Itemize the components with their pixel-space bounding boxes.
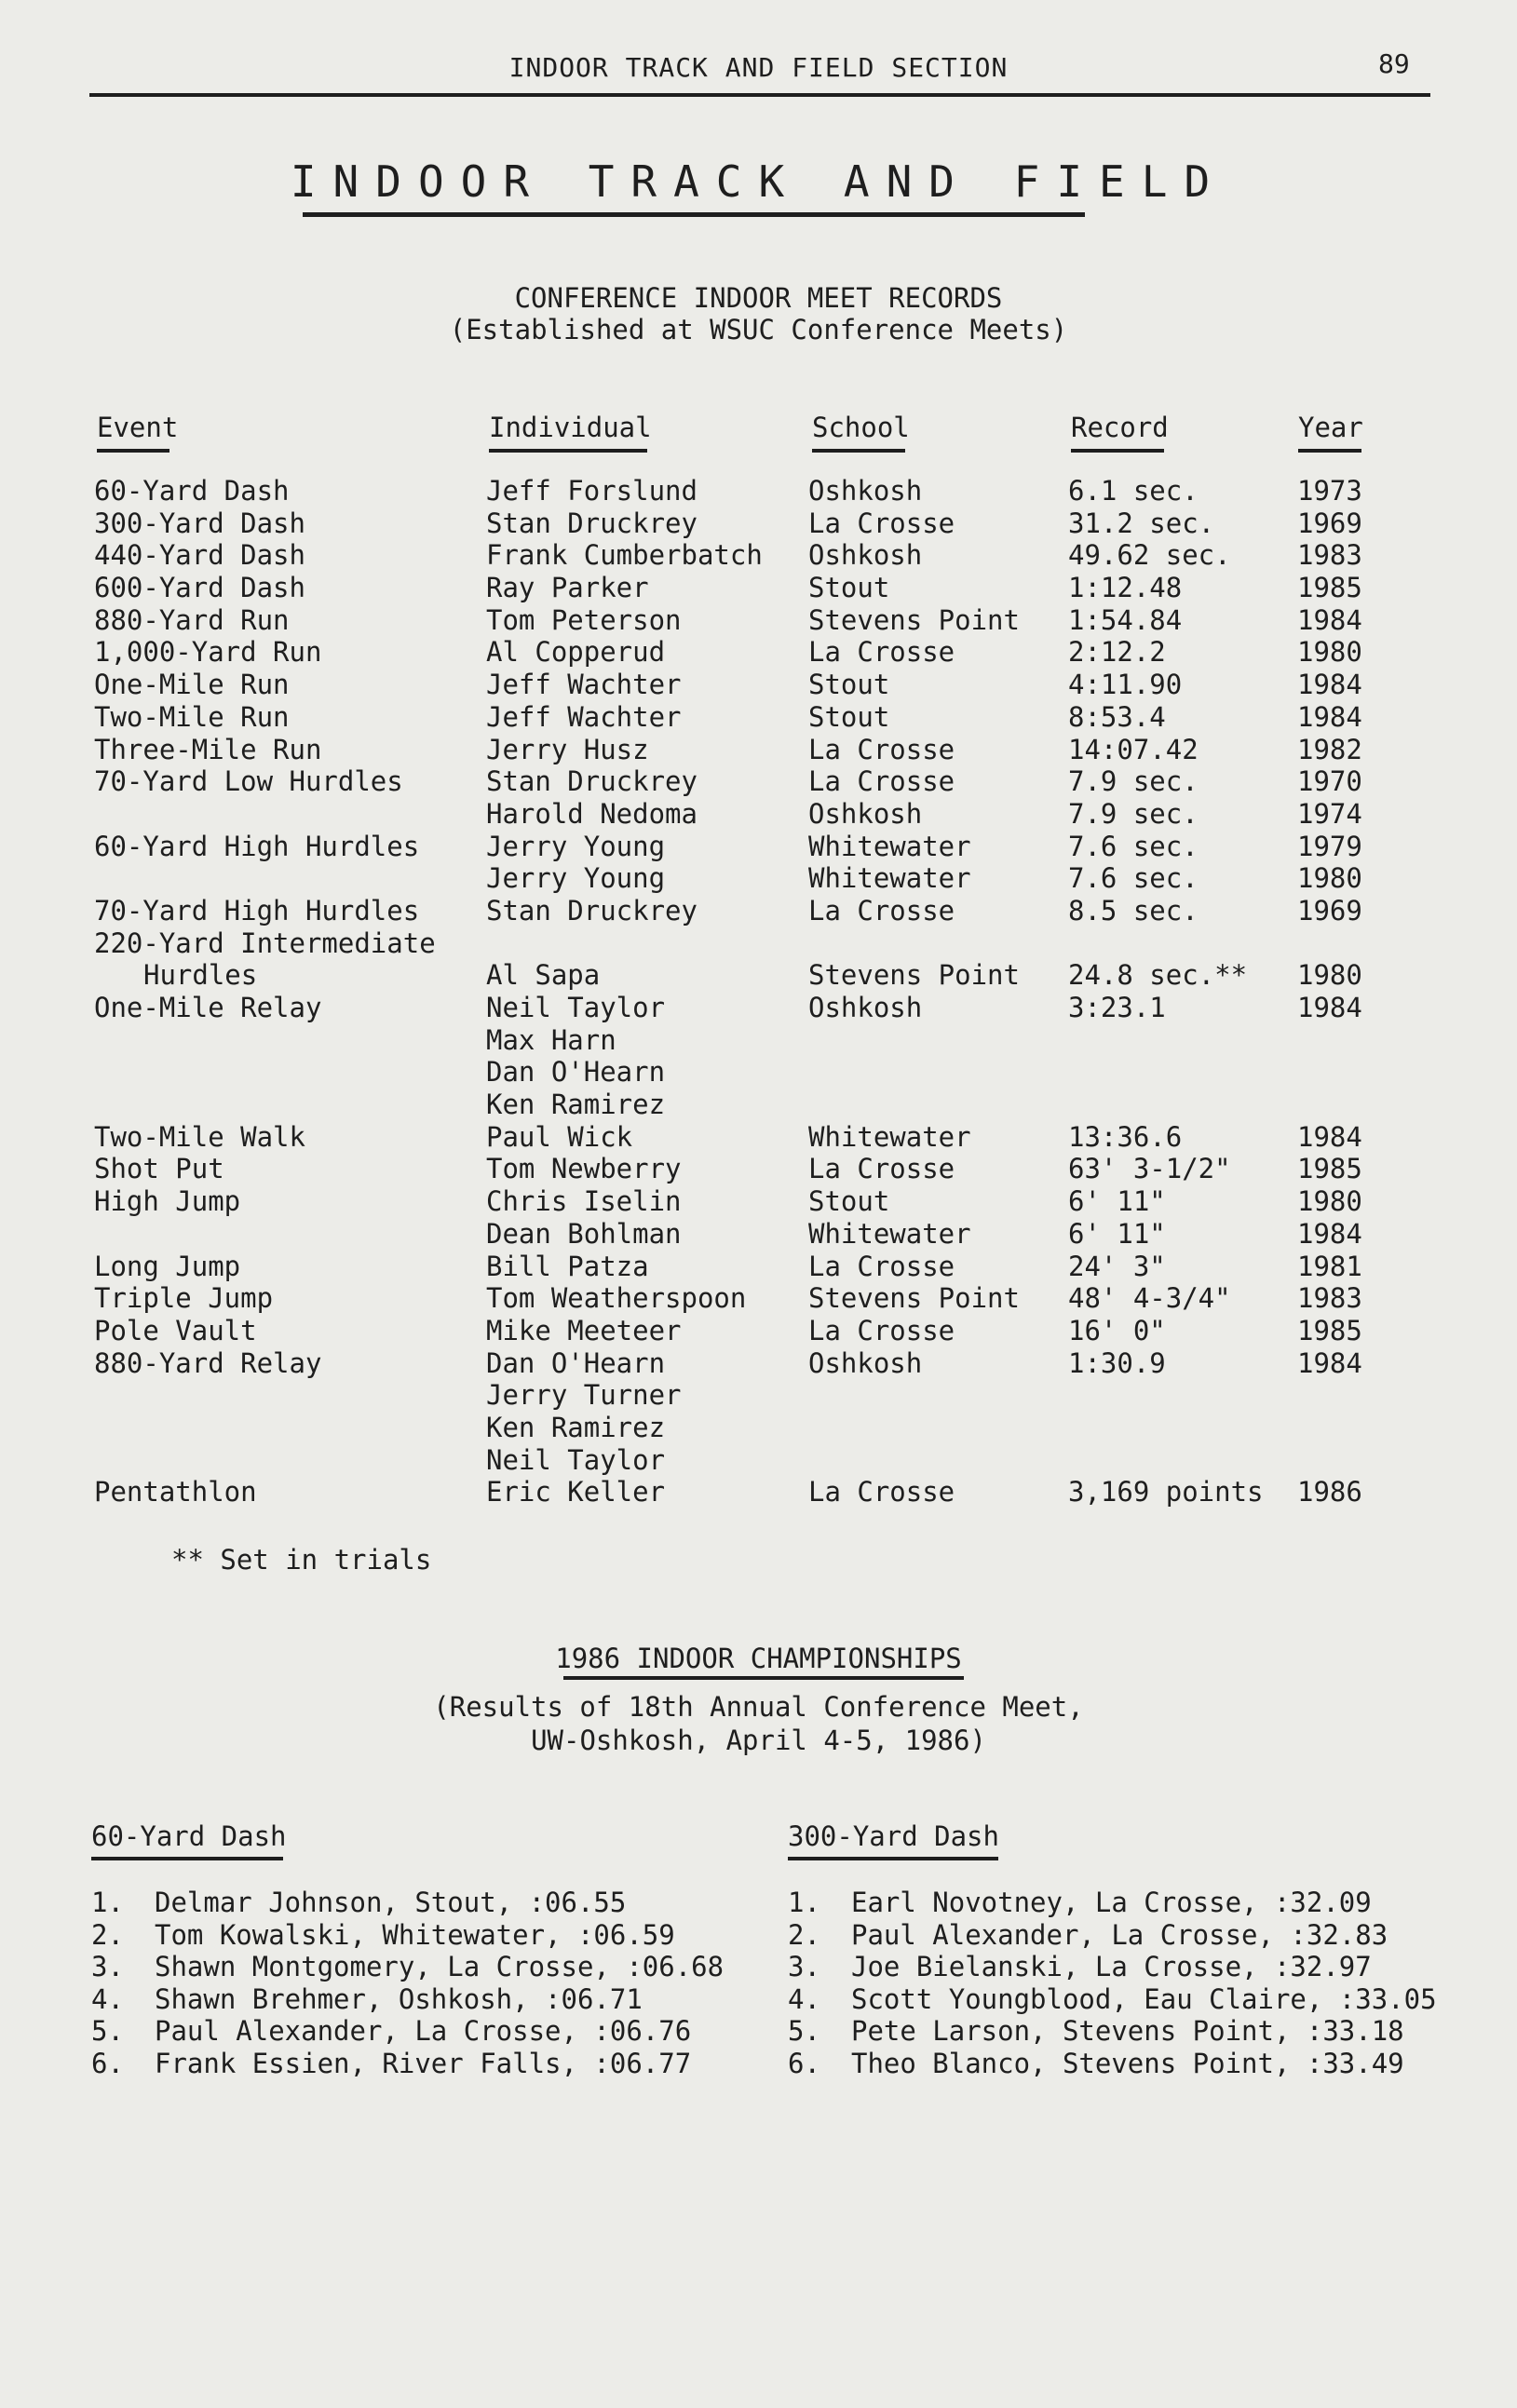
record-row (0, 927, 1517, 960)
result-place: 2. (788, 1918, 820, 1951)
result-place: 6. (91, 2047, 124, 2079)
record-school: Stout (808, 1185, 890, 1218)
record-event: 70-Yard High Hurdles (94, 894, 420, 927)
result-place: 5. (788, 2015, 820, 2047)
record-year: 1984 (1297, 992, 1362, 1023)
result-place: 4. (91, 1982, 124, 2015)
record-individual: Stan Druckrey (486, 765, 698, 798)
record-row (0, 798, 1517, 831)
record-school: Whitewater (808, 1217, 971, 1250)
event-heading-300-yard-dash: 300-Yard Dash (788, 1820, 999, 1852)
result-text: Earl Novotney, La Crosse, :32.09 (851, 1887, 1372, 1918)
record-individual: Jerry Husz (486, 733, 649, 765)
record-individual: Al Copperud (486, 636, 666, 669)
col-header-event: Event (97, 412, 179, 443)
record-row (0, 669, 1517, 701)
result-place: 5. (91, 2015, 124, 2047)
record-value: 4:11.90 (1068, 669, 1183, 701)
record-individual: Jeff Forslund (486, 475, 698, 507)
result-place: 3. (91, 1951, 124, 1982)
record-school: La Crosse (808, 1250, 955, 1282)
record-row (0, 604, 1517, 637)
record-value: 1:12.48 (1068, 572, 1183, 604)
records-table (0, 475, 1517, 1508)
record-row (0, 507, 1517, 540)
record-value: 48' 4-3/4" (1068, 1282, 1231, 1315)
col-header-record: Record (1071, 412, 1169, 443)
record-event: One-Mile Relay (94, 992, 322, 1023)
record-event: Triple Jump (94, 1282, 274, 1315)
record-school: Oshkosh (808, 475, 923, 507)
record-value: 2:12.2 (1068, 636, 1166, 669)
record-value: 7.9 sec. (1068, 797, 1199, 830)
result-place: 4. (788, 1982, 820, 2015)
record-event: One-Mile Run (94, 669, 290, 701)
record-year: 1985 (1297, 1314, 1362, 1346)
record-value: 24' 3" (1068, 1250, 1166, 1282)
result-place: 6. (788, 2047, 820, 2079)
record-individual: Ray Parker (486, 572, 649, 604)
record-year: 1979 (1297, 830, 1362, 862)
record-value: 7.9 sec. (1068, 765, 1199, 798)
record-row (0, 831, 1517, 863)
record-school: Oshkosh (808, 1346, 923, 1379)
record-event: 300-Yard Dash (94, 507, 305, 539)
record-row (0, 1476, 1517, 1508)
record-value: 7.6 sec. (1068, 830, 1199, 862)
record-individual: Jerry Young (486, 862, 666, 895)
record-value: 6' 11" (1068, 1217, 1166, 1250)
col-header-rule (489, 449, 647, 453)
event-heading-rule (91, 1857, 283, 1860)
record-event: Pentathlon (94, 1476, 257, 1508)
record-value: 1:30.9 (1068, 1346, 1166, 1379)
record-year: 1980 (1297, 1185, 1362, 1218)
header-rule (89, 93, 1430, 97)
record-row (0, 895, 1517, 927)
col-header-rule (812, 449, 905, 453)
record-year: 1980 (1297, 862, 1362, 895)
record-year: 1984 (1297, 1346, 1362, 1379)
record-year: 1982 (1297, 733, 1362, 765)
record-row (0, 959, 1517, 992)
record-event: Hurdles (143, 959, 258, 992)
record-individual: Dean Bohlman (486, 1217, 682, 1250)
result-text: Joe Bielanski, La Crosse, :32.97 (851, 1951, 1372, 1982)
record-value: 49.62 sec. (1068, 539, 1231, 572)
record-event: High Jump (94, 1185, 241, 1218)
record-individual: Tom Newberry (486, 1153, 682, 1185)
record-year: 1983 (1297, 1282, 1362, 1315)
result-text: Paul Alexander, La Crosse, :06.76 (155, 2015, 692, 2047)
result-place: 1. (91, 1887, 124, 1918)
record-individual: Jerry Turner (486, 1379, 682, 1412)
record-year: 1984 (1297, 1217, 1362, 1250)
record-year: 1986 (1297, 1476, 1362, 1508)
record-year: 1970 (1297, 765, 1362, 798)
result-text: Pete Larson, Stevens Point, :33.18 (851, 2015, 1404, 2047)
col-header-individual: Individual (489, 412, 652, 443)
record-event: 60-Yard High Hurdles (94, 830, 420, 862)
record-school: Oshkosh (808, 992, 923, 1023)
record-row (0, 572, 1517, 604)
record-row (0, 734, 1517, 766)
record-individual: Neil Taylor (486, 992, 666, 1023)
record-value: 31.2 sec. (1068, 507, 1215, 539)
record-value: 1:54.84 (1068, 603, 1183, 636)
record-individual: Eric Keller (486, 1476, 666, 1508)
record-school: La Crosse (808, 894, 955, 927)
result-text: Theo Blanco, Stevens Point, :33.49 (851, 2047, 1404, 2079)
record-school: Whitewater (808, 1120, 971, 1153)
record-school: La Crosse (808, 1476, 955, 1508)
record-row (0, 701, 1517, 734)
records-heading: CONFERENCE INDOOR MEET RECORDS (514, 282, 1003, 314)
record-year: 1969 (1297, 507, 1362, 539)
record-row (0, 1153, 1517, 1185)
record-school: La Crosse (808, 636, 955, 669)
record-individual: Ken Ramirez (486, 1411, 666, 1443)
record-row (0, 1121, 1517, 1154)
championships-underline (563, 1676, 964, 1680)
event-heading-rule (788, 1857, 998, 1860)
section-header: INDOOR TRACK AND FIELD SECTION (508, 52, 1009, 83)
record-event: 440-Yard Dash (94, 539, 305, 572)
championships-heading: 1986 INDOOR CHAMPIONSHIPS (555, 1643, 962, 1674)
result-text: Shawn Brehmer, Oshkosh, :06.71 (155, 1982, 643, 2015)
record-event: Three-Mile Run (94, 733, 322, 765)
record-event: 1,000-Yard Run (94, 636, 322, 669)
record-individual: Mike Meeteer (486, 1314, 682, 1346)
record-individual: Tom Weatherspoon (486, 1282, 747, 1315)
record-year: 1980 (1297, 636, 1362, 669)
result-place: 1. (788, 1887, 820, 1918)
record-individual: Paul Wick (486, 1120, 633, 1153)
record-row (0, 1379, 1517, 1412)
result-place: 3. (788, 1951, 820, 1982)
record-event: Pole Vault (94, 1314, 257, 1346)
record-individual: Bill Patza (486, 1250, 649, 1282)
record-row (0, 1412, 1517, 1444)
record-value: 14:07.42 (1068, 733, 1199, 765)
record-row (0, 539, 1517, 572)
record-event: Long Jump (94, 1250, 241, 1282)
record-value: 13:36.6 (1068, 1120, 1183, 1153)
record-individual: Stan Druckrey (486, 894, 698, 927)
record-value: 8.5 sec. (1068, 894, 1199, 927)
record-year: 1981 (1297, 1250, 1362, 1282)
record-individual: Chris Iselin (486, 1185, 682, 1218)
title-underline (303, 212, 1085, 217)
record-school: La Crosse (808, 1153, 955, 1185)
record-school: Oshkosh (808, 797, 923, 830)
record-value: 3:23.1 (1068, 992, 1166, 1023)
result-text: Delmar Johnson, Stout, :06.55 (155, 1887, 627, 1918)
record-individual: Ken Ramirez (486, 1089, 666, 1121)
record-individual: Stan Druckrey (486, 507, 698, 539)
record-row (0, 1315, 1517, 1347)
record-event: Shot Put (94, 1153, 224, 1185)
result-place: 2. (91, 1918, 124, 1951)
record-year: 1984 (1297, 669, 1362, 701)
record-year: 1974 (1297, 797, 1362, 830)
championships-subheading: UW-Oshkosh, April 4-5, 1986) (531, 1725, 986, 1756)
record-row (0, 1024, 1517, 1057)
record-individual: Dan O'Hearn (486, 1346, 666, 1379)
col-header-rule (97, 449, 169, 453)
record-year: 1969 (1297, 894, 1362, 927)
record-year: 1984 (1297, 603, 1362, 636)
record-row (0, 1347, 1517, 1380)
record-row (0, 1282, 1517, 1315)
record-school: Whitewater (808, 862, 971, 895)
record-individual: Max Harn (486, 1023, 616, 1056)
result-text: Frank Essien, River Falls, :06.77 (155, 2047, 692, 2079)
record-row (0, 636, 1517, 669)
result-text: Scott Youngblood, Eau Claire, :33.05 (851, 1982, 1437, 2015)
record-value: 7.6 sec. (1068, 862, 1199, 895)
record-school: Stout (808, 669, 890, 701)
record-row (0, 862, 1517, 895)
record-value: 6' 11" (1068, 1185, 1166, 1218)
record-value: 6.1 sec. (1068, 475, 1199, 507)
col-header-rule (1071, 449, 1164, 453)
record-row (0, 475, 1517, 507)
col-header-school: School (812, 412, 910, 443)
record-row (0, 1251, 1517, 1283)
page-title: INDOOR TRACK AND FIELD (290, 156, 1227, 207)
result-text: Shawn Montgomery, La Crosse, :06.68 (155, 1951, 725, 1982)
record-individual: Al Sapa (486, 959, 601, 992)
record-row (0, 765, 1517, 798)
record-year: 1980 (1297, 959, 1362, 992)
record-individual: Harold Nedoma (486, 797, 698, 830)
record-row (0, 1444, 1517, 1477)
record-school: Whitewater (808, 830, 971, 862)
result-text: Paul Alexander, La Crosse, :32.83 (851, 1918, 1388, 1951)
record-row (0, 1089, 1517, 1121)
record-event: Two-Mile Run (94, 700, 290, 733)
record-year: 1983 (1297, 539, 1362, 572)
record-school: La Crosse (808, 507, 955, 539)
records-subheading: (Established at WSUC Conference Meets) (449, 314, 1068, 345)
record-event: 220-Yard Intermediate (94, 927, 436, 959)
record-year: 1984 (1297, 1120, 1362, 1153)
record-school: Stevens Point (808, 603, 1020, 636)
page-number: 89 (1378, 48, 1410, 79)
record-event: 880-Yard Relay (94, 1346, 322, 1379)
record-row (0, 1056, 1517, 1089)
record-individual: Jeff Wachter (486, 700, 682, 733)
col-header-rule (1298, 449, 1361, 453)
record-value: 16' 0" (1068, 1314, 1166, 1346)
col-header-year: Year (1298, 412, 1363, 443)
record-value: 24.8 sec.** (1068, 959, 1248, 992)
record-event: 60-Yard Dash (94, 475, 290, 507)
record-school: Stout (808, 572, 890, 604)
record-school: Stevens Point (808, 959, 1020, 992)
record-year: 1984 (1297, 700, 1362, 733)
record-individual: Jeff Wachter (486, 669, 682, 701)
record-year: 1985 (1297, 1153, 1362, 1185)
record-year: 1985 (1297, 572, 1362, 604)
record-school: La Crosse (808, 765, 955, 798)
record-individual: Jerry Young (486, 830, 666, 862)
record-school: La Crosse (808, 733, 955, 765)
record-row (0, 992, 1517, 1024)
record-individual: Tom Peterson (486, 603, 682, 636)
record-value: 3,169 points (1068, 1476, 1264, 1508)
footnote: ** Set in trials (171, 1544, 432, 1576)
record-school: La Crosse (808, 1314, 955, 1346)
record-row (0, 1218, 1517, 1251)
record-value: 63' 3-1/2" (1068, 1153, 1231, 1185)
record-event: 880-Yard Run (94, 603, 290, 636)
record-value: 8:53.4 (1068, 700, 1166, 733)
record-individual: Frank Cumberbatch (486, 539, 763, 572)
record-event: 70-Yard Low Hurdles (94, 765, 403, 798)
record-row (0, 1185, 1517, 1218)
record-school: Stout (808, 700, 890, 733)
record-individual: Neil Taylor (486, 1443, 666, 1476)
record-year: 1973 (1297, 475, 1362, 507)
record-event: Two-Mile Walk (94, 1120, 305, 1153)
record-school: Stevens Point (808, 1282, 1020, 1315)
record-individual: Dan O'Hearn (486, 1056, 666, 1089)
record-event: 600-Yard Dash (94, 572, 305, 604)
championships-subheading: (Results of 18th Annual Conference Meet, (433, 1691, 1084, 1723)
result-text: Tom Kowalski, Whitewater, :06.59 (155, 1918, 675, 1951)
record-school: Oshkosh (808, 539, 923, 572)
event-heading-60-yard-dash: 60-Yard Dash (91, 1820, 287, 1852)
